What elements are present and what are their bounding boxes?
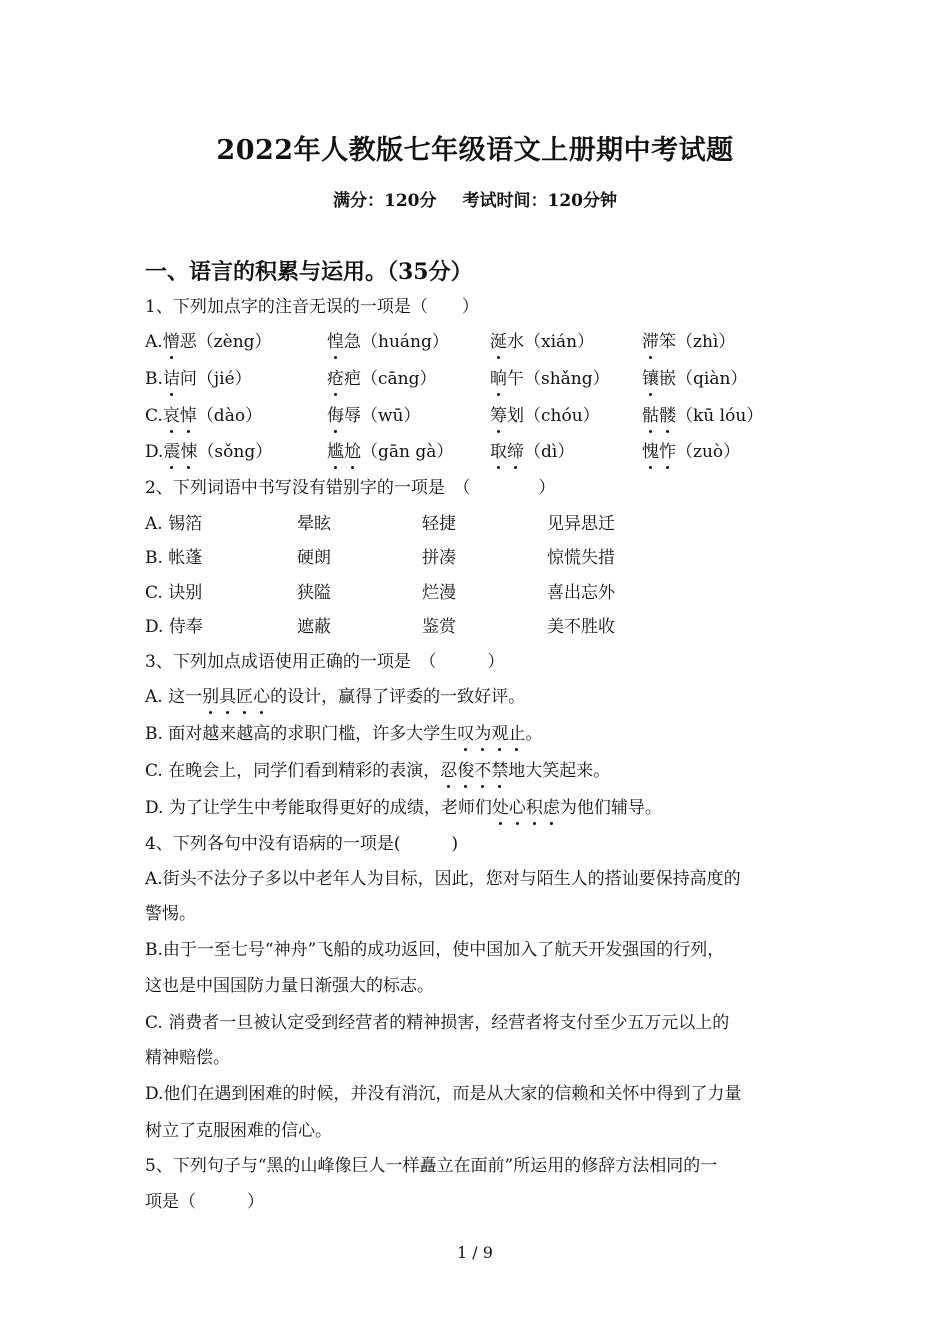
page-title: 2022年人教版七年级语文上册期中考试题 [216,135,734,166]
q4-text-line: 精神赔偿。 [145,1048,230,1068]
q3-option-a: A. 这一别具匠心的设计，赢得了评委的一致好评。 [145,687,526,707]
q2-c-word-2: 狭隘 [297,583,331,603]
q1-a-item-1: A.憎恶（zèng） [145,332,272,352]
q2-a-word-3: 轻捷 [422,514,456,534]
q1-a-item-4: 滞笨（zhì） [642,332,736,352]
q4-text-line: A.街头不法分子多以中老年人为目标，因此，您对与陌生人的搭讪要保持高度的 [145,869,741,889]
q2-d-word-4: 美不胜收 [547,617,615,637]
q2-stem: 2、下列词语中书写没有错别字的一项是 （ ） [145,478,556,498]
dotted-idiom: 别具匠心 [202,687,271,707]
dotted-idiom: 叹为观止 [457,724,526,744]
q1-b-item-3: 晌午（shǎng） [490,369,610,389]
q4-text-line: B.由于一至七号“神舟”飞船的成功返回，使中国加入了航天开发强国的行列， [145,940,725,960]
q4-text-line: C. 消费者一旦被认定受到经营者的精神损害，经营者将支付至少五万元以上的 [145,1013,730,1033]
q2-d-word-2: 遮蔽 [297,617,331,637]
q3-option-d: D. 为了让学生中考能取得更好的成绩，老师们处心积虑为他们辅导。 [145,798,662,818]
q2-a-word-1: A. 锡箔 [145,514,203,534]
q1-b-item-1: B.诘问（jié） [145,369,252,389]
q4-text-line: D.他们在遇到困难的时候，并没有消沉，而是从大家的信赖和关怀中得到了力量 [145,1084,742,1104]
dotted-idiom: 忍俊不禁 [440,761,509,781]
q2-d-word-1: D. 侍奉 [145,617,203,637]
exam-time: 考试时间：120分钟 [462,191,617,211]
q2-c-word-3: 烂漫 [422,583,456,603]
q1-c-item-2: 侮辱（wū） [327,406,421,426]
q2-d-word-3: 鉴赏 [422,617,456,637]
q1-c-item-4: 骷髅（kū lóu） [642,406,764,426]
q5-text-line: 项是（ ） [145,1192,264,1212]
q1-c-item-1: C.哀悼（dào） [145,406,263,426]
q1-d-item-4: 愧怍（zuò） [642,442,741,462]
q2-b-word-4: 惊慌失措 [547,548,615,568]
q1-a-item-2: 惶急（huáng） [327,332,449,352]
q5-text-line: 5、下列句子与“黑的山峰像巨人一样矗立在面前”所运用的修辞方法相同的一 [145,1156,718,1176]
q3-stem: 3、下列加点成语使用正确的一项是 （ ） [145,652,505,672]
q2-a-word-2: 晕眩 [297,514,331,534]
q1-d-item-1: D.震悚（sǒng） [145,442,273,462]
q4-text-line: 这也是中国国防力量日渐强大的标志。 [145,976,434,996]
q2-b-word-3: 拼凑 [422,548,456,568]
q2-a-word-4: 见异思迁 [547,514,615,534]
q1-c-item-3: 筹划（chóu） [490,406,600,426]
dotted-idiom: 处心积虑 [491,798,560,818]
q2-c-word-1: C. 诀别 [145,583,203,603]
q3-option-b: B. 面对越来越高的求职门槛，许多大学生叹为观止。 [145,724,543,744]
exam-info [0,186,950,211]
q3-option-c: C. 在晚会上，同学们看到精彩的表演，忍俊不禁地大笑起来。 [145,761,611,781]
q1-a-item-3: 涎水（xián） [490,332,595,352]
full-score: 满分：120分 [333,191,437,211]
q4-text-line: 警惕。 [145,904,196,924]
q1-d-item-3: 取缔（dì） [490,442,575,462]
q1-b-item-4: 镶嵌（qiàn） [642,369,748,389]
q1-b-item-2: 疮疤（cāng） [327,369,437,389]
q4-text-line: 树立了克服困难的信心。 [145,1121,332,1141]
section-heading: 一、语言的积累与运用。（35分） [145,259,473,285]
q2-b-word-2: 硬朗 [297,548,331,568]
q2-b-word-1: B. 帐蓬 [145,548,203,568]
q2-c-word-4: 喜出忘外 [547,583,615,603]
q1-stem: 1、下列加点字的注音无误的一项是（ ） [145,297,479,317]
q4-stem: 4、下列各句中没有语病的一项是( ) [145,834,459,854]
page-number: 1 / 9 [457,1243,493,1262]
q1-d-item-2: 尴尬（gān gà） [327,442,454,462]
